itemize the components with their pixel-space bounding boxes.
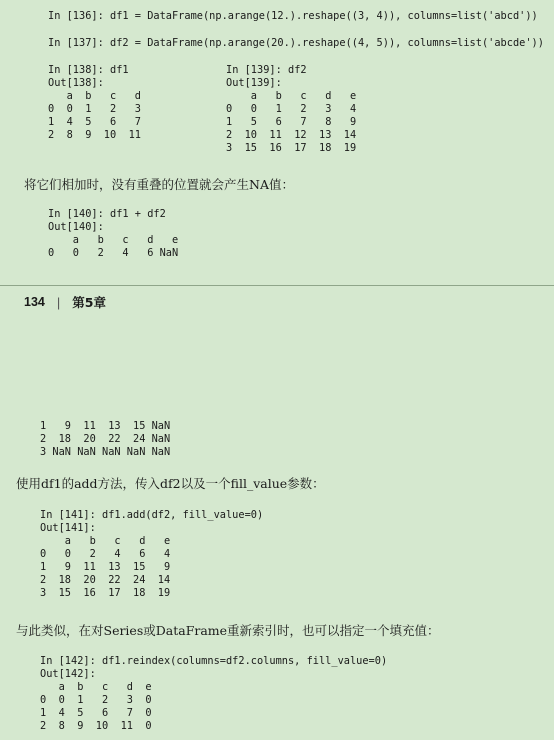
code-df2-output: In [139]: df2 Out[139]: a b c d e 0 0 1 2 3 4 1 5 6 7 8 9 2 10 11 12 13 14 3 15 16 17 18 19 (226, 64, 357, 154)
page-footer (24, 293, 106, 311)
footer-separator: | (56, 294, 61, 310)
chapter-label: 第5章 (72, 295, 106, 310)
footer-divider (0, 285, 554, 286)
code-add-fill-value: In [141]: df1.add(df2, fill_value=0) Out[141]: a b c d e 0 0 2 4 6 4 1 9 11 13 15 9 2 18 20 22 24 14 3 15 16 17 18 19 (40, 509, 264, 599)
code-df1-output: In [138]: df1 Out[138]: a b c d 0 0 1 2 3 1 4 5 6 7 2 8 9 10 11 (48, 64, 141, 141)
code-df1-plus-df2: In [140]: df1 + df2 Out[140]: a b c d e 0 0 2 4 6 NaN (48, 208, 179, 259)
page-number: 134 (24, 295, 45, 309)
code-reindex-fill-value: In [142]: df1.reindex(columns=df2.columns, fill_value=0) Out[142]: a b c d e 0 0 1 2 3 0 1 4 5 6 7 0 2 8 9 10 11 0 (40, 655, 388, 732)
paragraph-reindex: 与此类似，在对Series或DataFrame重新索引时，也可以指定一个填充值： (16, 623, 440, 638)
code-continuation-output: 1 9 11 13 15 NaN 2 18 20 22 24 NaN 3 NaN NaN NaN NaN NaN (40, 420, 171, 458)
code-in137: In [137]: df2 = DataFrame(np.arange(20.).reshape((4, 5)), columns=list('abcde')) (48, 37, 544, 49)
paragraph-na-values: 将它们相加时，没有重叠的位置就会产生NA值： (24, 177, 294, 192)
paragraph-add-method: 使用df1的add方法，传入df2以及一个fill_value参数： (16, 476, 325, 491)
code-in136: In [136]: df1 = DataFrame(np.arange(12.).reshape((3, 4)), columns=list('abcd')) (48, 10, 538, 22)
